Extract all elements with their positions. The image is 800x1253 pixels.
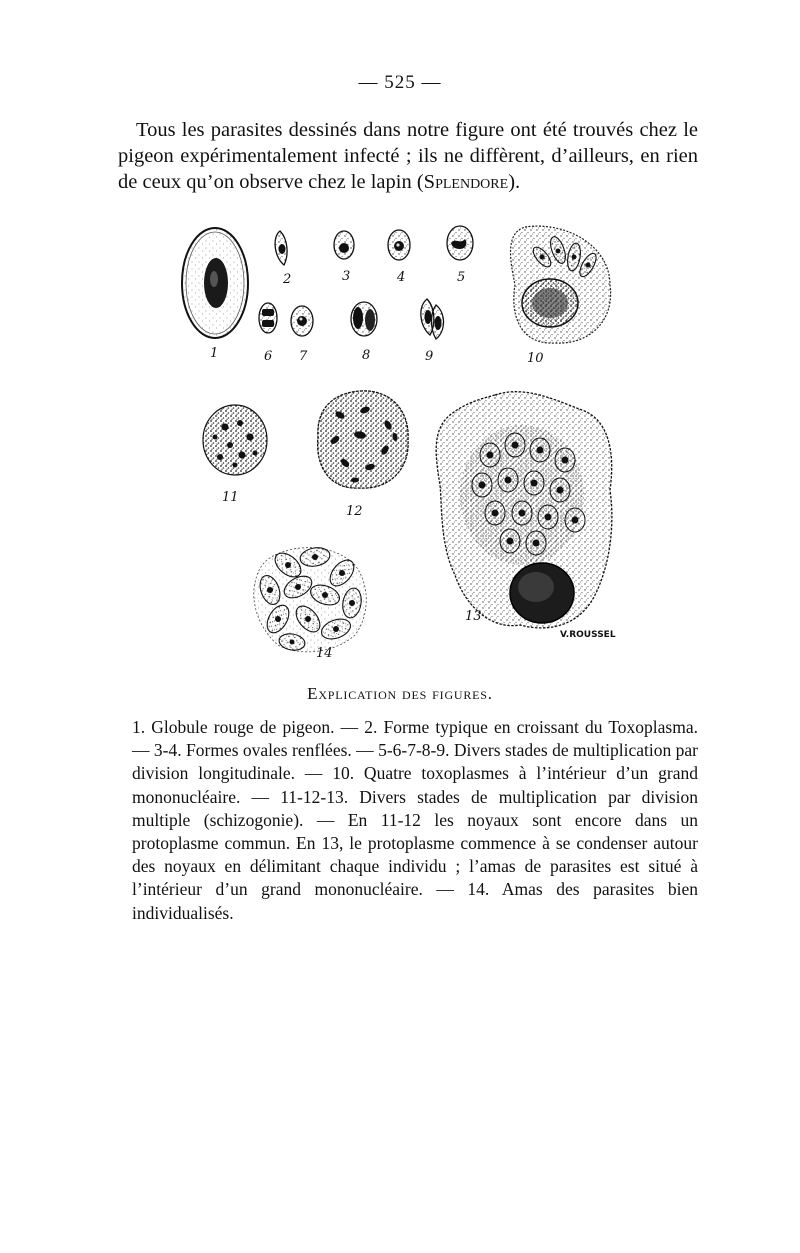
figure-label-1: 1 — [210, 346, 219, 361]
figure-label-4: 4 — [397, 270, 406, 285]
intro-paragraph — [118, 117, 698, 195]
figure-9-dividing-form — [421, 299, 444, 339]
figure-12-schizogony-stage — [318, 391, 409, 488]
figure-label-3: 3 — [342, 269, 351, 284]
figure-5-dividing-form — [447, 226, 473, 260]
figure-label-14: 14 — [316, 646, 333, 661]
figure-2-crescent-form — [275, 231, 287, 265]
intro-text-start: Tous les parasites dessinés dans notre figure ont été trouvés chez le pigeon expérimentalement infecté ; ils ne diffèrent, d’ailleurs, en rien de ceux qu’on observe chez le lapin ( — [118, 119, 698, 193]
illustrator-signature: V.ROUSSEL — [560, 630, 616, 640]
figure-label-10: 10 — [527, 351, 544, 366]
figure-explanation: 1. Globule rouge de pigeon. — 2. Forme typique en croissant du Toxoplasma. — 3-4. Formes ovales renflées. — 5-6-7-8-9. Divers stades de multiplication par division longitudinale. — 10. Quatre toxoplasmes à l’intérieur d’un grand mononucléaire. — 11-12-13. Divers stades de multiplication par division multiple (schizogonie). — En 11-12 les noyaux sont encore dans un protoplasme commun. En 13, le protoplasme commence à se condenser autour des noyaux en délimitant chaque individu ; l’amas de parasites est situé à l’intérieur d’un grand mononucléaire. — 14. Amas des parasites bien individualisés. — [132, 717, 698, 923]
figure-label-12: 12 — [346, 504, 363, 519]
figure-3-oval-form — [334, 231, 354, 259]
figure-label-9: 9 — [425, 349, 434, 364]
figure-10-mononuclear-with-toxoplasmas — [511, 226, 611, 343]
figure-label-6: 6 — [264, 349, 273, 364]
figure-11-schizogony-stage — [203, 405, 267, 475]
page-number: — 525 — — [358, 72, 442, 93]
figure-label-8: 8 — [362, 348, 371, 363]
figure-6-dividing-form — [259, 303, 277, 333]
figure-14-individualized-parasite-cluster — [254, 546, 367, 653]
figure-13-parasites-in-mononuclear — [436, 392, 612, 628]
figure-label-13: 13 — [465, 609, 482, 624]
figure-7-dividing-form — [291, 306, 313, 336]
figure-plate — [170, 205, 630, 670]
figure-label-2: 2 — [283, 272, 292, 287]
figure-1-red-blood-cell — [182, 228, 248, 338]
explanation-heading: Explication des figures. — [307, 684, 493, 703]
figure-label-7: 7 — [299, 349, 308, 364]
cited-author-name: Splendore — [423, 171, 509, 193]
intro-text-end: ). — [508, 171, 521, 193]
figure-4-oval-form — [388, 230, 410, 260]
figure-label-11: 11 — [222, 490, 239, 505]
figure-8-dividing-form — [351, 302, 377, 336]
figure-label-5: 5 — [457, 270, 466, 285]
